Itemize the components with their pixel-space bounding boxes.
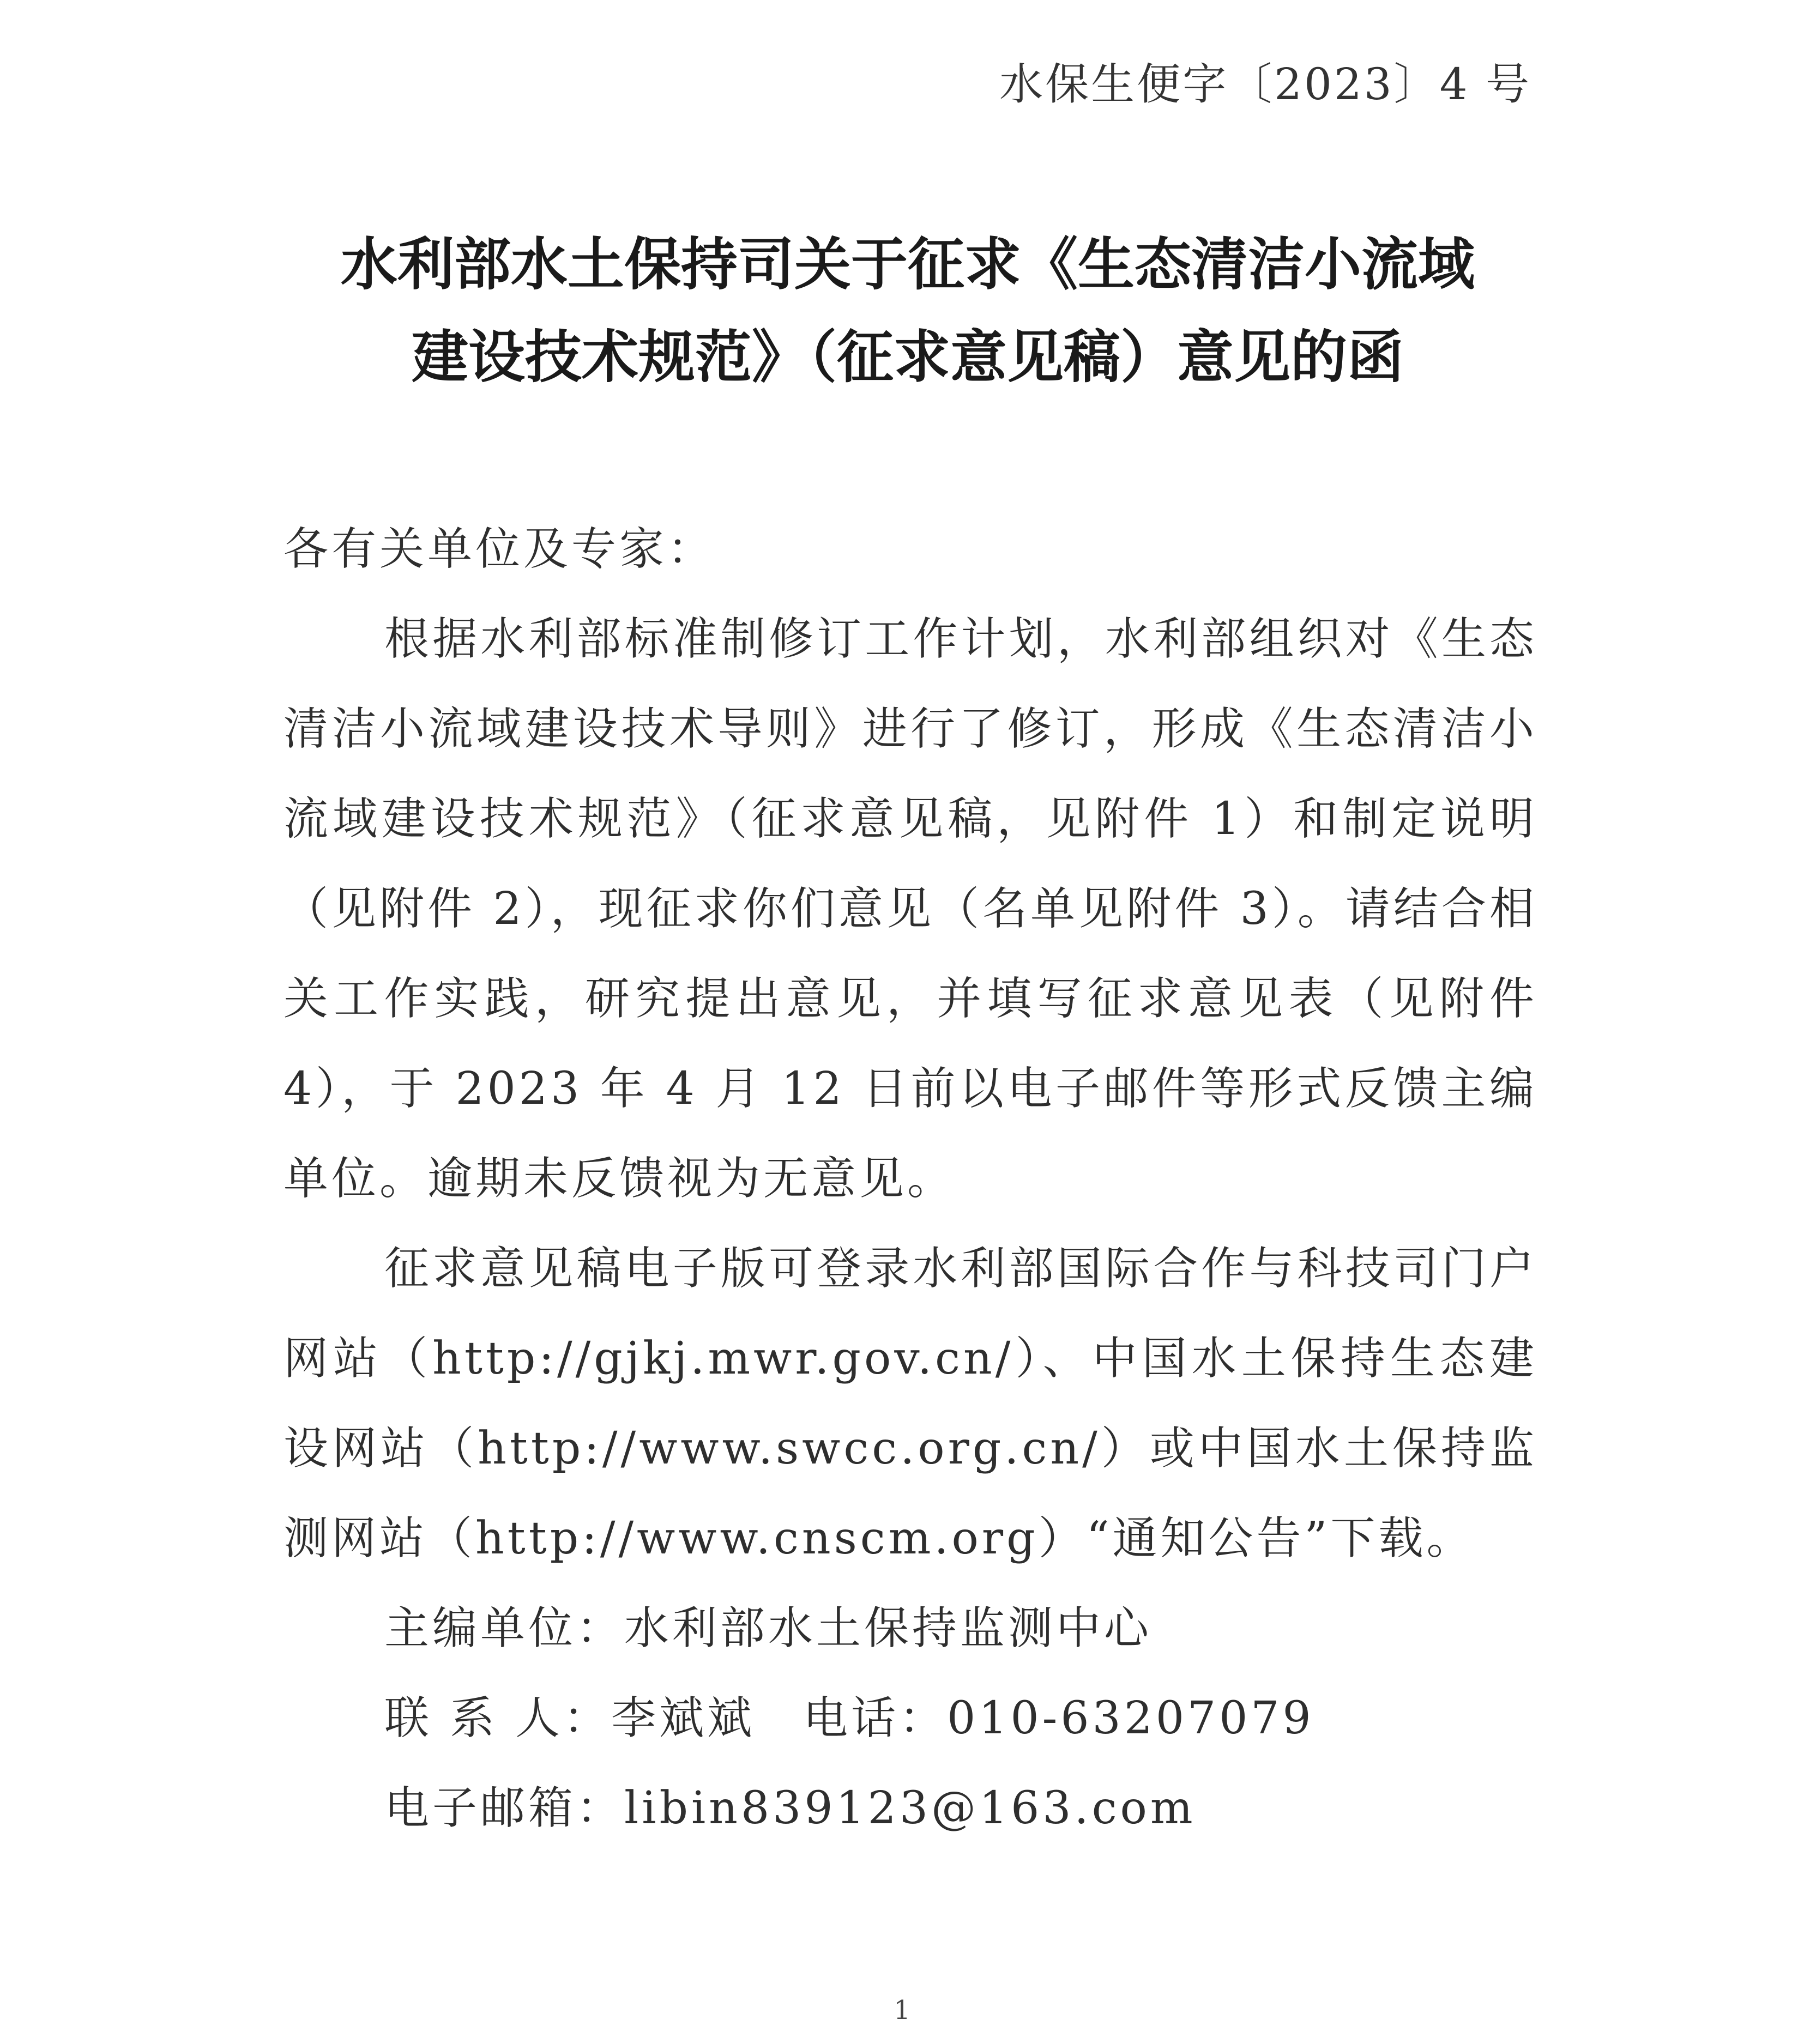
document-title — [283, 218, 1532, 403]
document-number: 水保生便字〔2023〕4 号 — [999, 59, 1531, 110]
contact-person: 联 系 人：李斌斌 电话：010-63207079 — [384, 1692, 1314, 1744]
document-body — [283, 504, 1537, 1853]
salutation: 各有关单位及专家： — [283, 523, 716, 575]
page-number: 1 — [894, 1995, 910, 2025]
title-line-1: 水利部水土保持司关于征求《生态清洁小流域 — [340, 231, 1475, 298]
contact-email: 电子邮箱：libin839123@163.com — [384, 1782, 1196, 1834]
paragraph-2: 征求意见稿电子版可登录水利部国际合作与科技司门户网站（http://gjkj.mwr.gov.cn/）、中国水土保持生态建设网站（http://www.swcc.org.cn/）或中国水土保持监测网站（http://www.cnscm.org）“通知公告”下载。 — [283, 1243, 1537, 1564]
paragraph-1: 根据水利部标准制修订工作计划，水利部组织对《生态清洁小流域建设技术导则》进行了修订，形成《生态清洁小流域建设技术规范》（征求意见稿，见附件 1）和制定说明（见附件 2），现征求你们意见（名单见附件 3）。请结合相关工作实践，研究提出意见，并填写征求意见表（见附件 4），于 2023 年 4 月 12 日前以电子邮件等形式反馈主编单位。逾期未反馈视为无意见。 — [283, 613, 1537, 1205]
title-line-2: 建设技术规范》（征求意见稿）意见的函 — [411, 324, 1404, 390]
editor-unit: 主编单位：水利部水土保持监测中心 — [384, 1602, 1153, 1654]
